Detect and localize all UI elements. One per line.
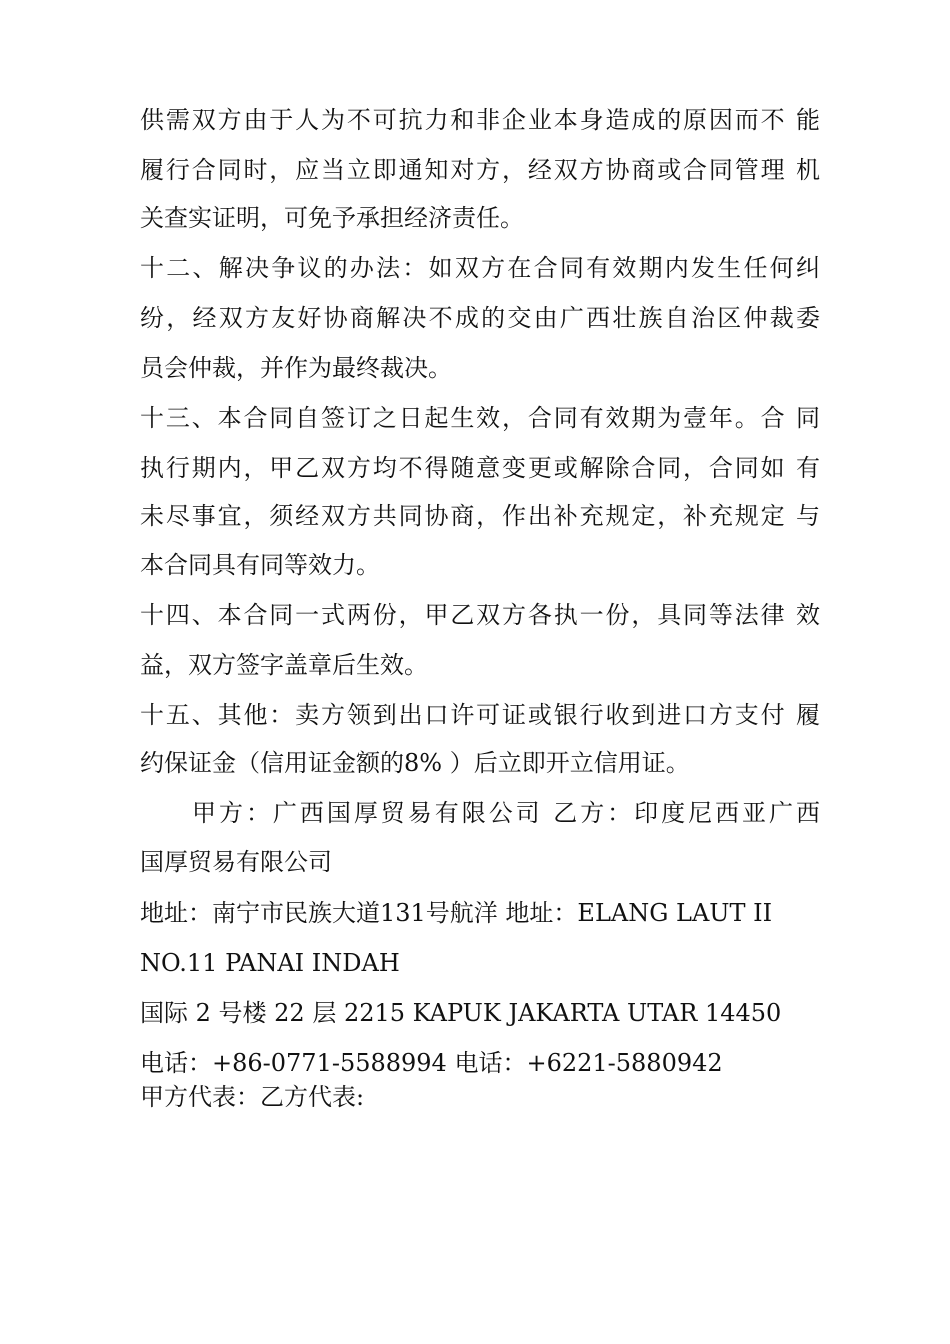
clause-15-line: 约保证金（信用证金额的8% ）后立即开立信用证。	[140, 749, 690, 777]
representative-line: 甲方代表：乙方代表:	[140, 1083, 365, 1111]
clause-14-line: 益，双方签字盖章后生效。	[140, 651, 428, 679]
clause-13-line: 未尽事宜，须经双方共同协商，作出补充规定，补充规定 与	[140, 502, 820, 530]
paragraph-line: 关查实证明，可免予承担经济责任。	[140, 204, 524, 232]
clause-13-line: 十三、本合同自签订之日起生效，合同有效期为壹年。合 同	[140, 404, 820, 432]
clause-12-line: 纷，经双方友好协商解决不成的交由广西壮族自治区仲裁委	[140, 304, 820, 332]
paragraph-line: 履行合同时，应当立即通知对方，经双方协商或合同管理 机	[140, 156, 820, 184]
clause-12-line: 员会仲裁，并作为最终裁决。	[140, 354, 452, 382]
paragraph-line: 供需双方由于人为不可抗力和非企业本身造成的原因而不 能	[140, 106, 820, 134]
clause-13-line: 本合同具有同等效力。	[140, 551, 380, 579]
phone-line: 电话：+86-0771-5588994 电话：+6221-5880942	[140, 1049, 723, 1077]
clause-15-line: 十五、其他：卖方领到出口许可证或银行收到进口方支付 履	[140, 701, 820, 729]
address-line: 国际 2 号楼 22 层 2215 KAPUK JAKARTA UTAR 14450	[140, 999, 782, 1027]
clause-14-line: 十四、本合同一式两份，甲乙双方各执一份，具同等法律 效	[140, 601, 820, 629]
address-line: NO.11 PANAI INDAH	[140, 949, 400, 977]
clause-12-line: 十二、解决争议的办法：如双方在合同有效期内发生任何纠	[140, 254, 820, 282]
parties-line: 国厚贸易有限公司	[140, 848, 332, 876]
parties-line: 甲方：广西国厚贸易有限公司 乙方：印度尼西亚广西	[192, 799, 820, 827]
clause-13-line: 执行期内，甲乙双方均不得随意变更或解除合同，合同如 有	[140, 454, 820, 482]
address-line: 地址：南宁市民族大道131号航洋 地址：ELANG LAUT II	[140, 899, 773, 927]
